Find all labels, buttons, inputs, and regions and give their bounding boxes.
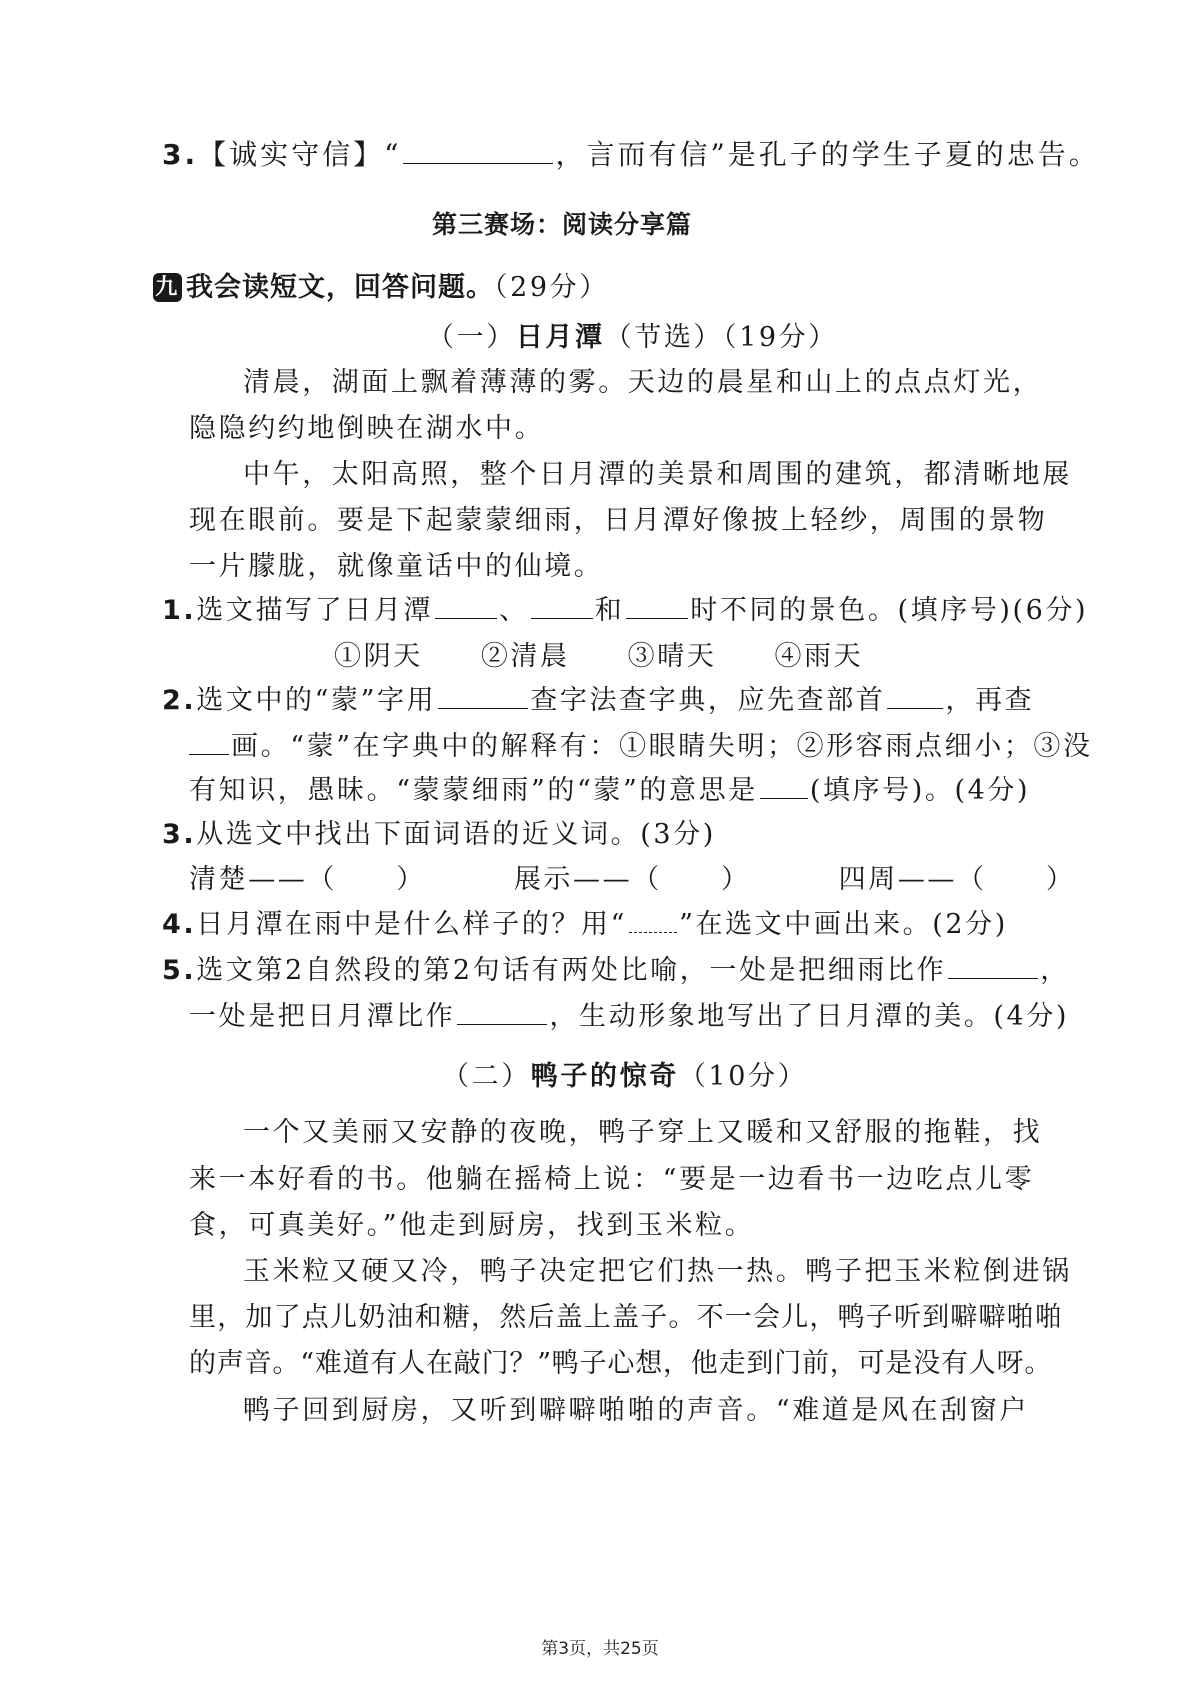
section-title: 第三赛场：阅读分享篇 xyxy=(432,210,693,239)
passage2-line: 玉米粒又硬又冷，鸭子决定把它们热一热。鸭子把玉米粒倒进锅 xyxy=(243,1256,1072,1287)
separator: 和 xyxy=(594,595,625,626)
question-text: ”在选文中画出来。(2分) xyxy=(679,909,1008,940)
question-text: 画。“蒙”在字典中的解释有：①眼睛失明；②形容雨点细小；③没 xyxy=(231,731,1093,762)
question-text: ，言而有信”是孔子的学生子夏的忠告。 xyxy=(555,138,1100,171)
passage2-line: 来一本好看的书。他躺在摇椅上说：“要是一边看书一边吃点儿零 xyxy=(189,1164,1035,1195)
passage-title: 鸭子的惊奇 xyxy=(530,1061,679,1092)
answer-blank[interactable] xyxy=(531,592,593,619)
passage1-line: 一片朦胧，就像童话中的仙境。 xyxy=(189,551,604,582)
part-score: （29分） xyxy=(494,272,609,303)
top-question-3 xyxy=(162,135,1100,175)
question-2 xyxy=(162,681,1034,721)
question-3 xyxy=(162,815,716,855)
passage2-line: 一个又美丽又安静的夜晚，鸭子穿上又暖和又舒服的拖鞋，找 xyxy=(243,1117,1043,1148)
answer-blank[interactable] xyxy=(435,592,497,619)
question-number: 5. xyxy=(162,955,197,986)
answer-blank[interactable] xyxy=(457,998,547,1025)
question-number: 1. xyxy=(162,595,197,626)
title-suffix: （节选）（19分） xyxy=(604,322,838,353)
question-text: 一处是把日月潭比作 xyxy=(189,1001,456,1032)
passage2-line: 里，加了点儿奶油和糖，然后盖上盖子。不一会儿，鸭子听到噼噼啪啪 xyxy=(189,1302,1064,1333)
question-1 xyxy=(162,591,1088,631)
answer-blank[interactable] xyxy=(438,682,528,709)
passage2-line: 食，可真美好。”他走到厨房，找到玉米粒。 xyxy=(189,1210,755,1241)
question-text: 日月潭在雨中是什么样子的？用“ xyxy=(196,909,628,940)
option-item: ②清晨 xyxy=(480,641,570,672)
passage1-line: 中午，太阳高照，整个日月潭的美景和周围的建筑，都清晰地展 xyxy=(243,459,1072,490)
question-1-options xyxy=(334,637,921,677)
question-text: 选文描写了日月潭 xyxy=(196,595,434,626)
question-text: 有知识，愚昧。“蒙蒙细雨”的“蒙”的意思是 xyxy=(189,775,758,806)
passage2-title xyxy=(442,1057,807,1097)
answer-blank[interactable] xyxy=(887,682,943,709)
passage2-line: 的声音。“难道有人在敲门？”鸭子心想，他走到门前，可是没有人呀。 xyxy=(189,1348,1053,1379)
question-2-line3 xyxy=(189,771,1030,811)
question-number: 2. xyxy=(162,685,197,716)
question-text: (填序号)。(4分) xyxy=(809,775,1031,806)
answer-blank[interactable] xyxy=(760,772,808,799)
question-tag: 【诚实守信】 xyxy=(198,138,385,171)
question-2-line2 xyxy=(189,727,1093,767)
synonym-item[interactable]: 展示——（ ） xyxy=(513,864,751,895)
question-4 xyxy=(162,905,1008,945)
passage1-line: 清晨，湖面上飘着薄薄的雾。天边的晨星和山上的点点灯光， xyxy=(243,367,1043,398)
synonym-row xyxy=(189,860,1075,900)
page-number: 第3页，共25页 xyxy=(541,1639,659,1659)
answer-blank[interactable] xyxy=(626,592,688,619)
part-heading xyxy=(153,268,609,308)
title-suffix: （10分） xyxy=(678,1061,808,1092)
passage1-line: 现在眼前。要是下起蒙蒙细雨，日月潭好像披上轻纱，周围的景物 xyxy=(189,505,1048,536)
passage2-line: 鸭子回到厨房，又听到噼噼啪啪的声音。“难道是风在刮窗户 xyxy=(243,1395,1030,1426)
title-prefix: （二） xyxy=(442,1061,531,1092)
title-prefix: （一） xyxy=(427,322,516,353)
option-item: ①阴天 xyxy=(334,641,423,672)
question-text: ，再查 xyxy=(945,685,1035,716)
underline-sample xyxy=(629,906,677,933)
question-text: 选文第2自然段的第2句话有两处比喻，一处是把细雨比作 xyxy=(196,955,947,986)
part-title: 我会读短文，回答问题。 xyxy=(186,272,494,303)
synonym-item[interactable]: 四周——（ ） xyxy=(838,864,1076,895)
answer-blank[interactable] xyxy=(189,728,229,755)
question-text: ，生动形象地写出了日月潭的美。(4分) xyxy=(549,1001,1070,1032)
answer-blank[interactable] xyxy=(403,137,553,164)
separator: 、 xyxy=(499,595,529,626)
open-quote: “ xyxy=(384,138,402,171)
question-text: 选文中的“蒙”字用 xyxy=(196,685,437,716)
passage-title: 日月潭 xyxy=(515,322,605,353)
answer-blank[interactable] xyxy=(948,952,1038,979)
question-text: 时不同的景色。(填序号)(6分) xyxy=(690,595,1089,626)
question-number: 3. xyxy=(162,819,197,850)
passage1-line: 隐隐约约地倒映在湖水中。 xyxy=(189,413,545,444)
question-number: 4. xyxy=(162,909,197,940)
question-text: 从选文中找出下面词语的近义词。(3分) xyxy=(196,819,716,850)
question-text: ， xyxy=(1040,955,1070,986)
question-5-line2 xyxy=(189,997,1069,1037)
option-item: ④雨天 xyxy=(774,641,864,672)
synonym-item[interactable]: 清楚——（ ） xyxy=(189,864,426,895)
option-item: ③晴天 xyxy=(627,641,717,672)
part-number-badge: 九 xyxy=(153,273,182,302)
question-5 xyxy=(162,951,1070,991)
question-text: 查字法查字典，应先查部首 xyxy=(530,685,886,716)
question-number: 3. xyxy=(162,138,199,171)
passage1-title xyxy=(427,318,838,358)
